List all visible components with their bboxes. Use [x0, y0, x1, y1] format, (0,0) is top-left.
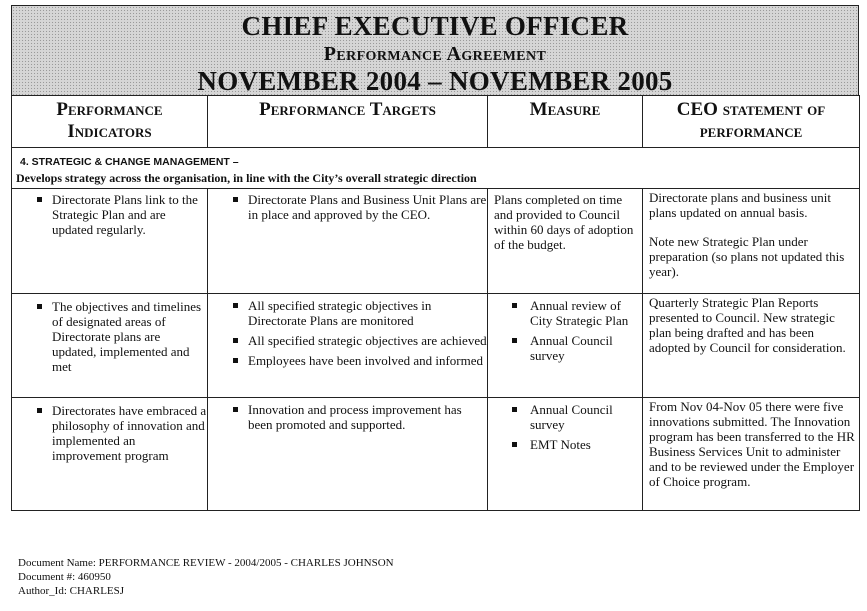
list-item — [208, 298, 487, 328]
list-item — [208, 192, 487, 222]
bullet-icon — [37, 197, 42, 202]
target-text: All specified strategic objectives in Directorate Plans are monitored — [248, 298, 432, 328]
footer-author-id: Author_Id: CHARLESJ — [18, 585, 125, 597]
column-header-indicators: Performance Indicators — [12, 96, 208, 148]
bullet-icon — [233, 303, 238, 308]
ceo-statement: From Nov 04-Nov 05 there were five innovations submitted. The Innovation program has been transferred to the HR Business Services Unit to administer and to be reviewed under the Employer of Choice program. — [649, 399, 855, 489]
document-footer — [18, 556, 394, 598]
target-text: Employees have been involved and informed — [248, 353, 484, 368]
section-title: 4. STRATEGIC & CHANGE MANAGEMENT – — [20, 156, 239, 168]
indicator-text: The objectives and timelines of designated areas of Directorate plans are updated, implemented and met — [52, 299, 202, 374]
column-header-ceo: CEO statement of performance — [643, 96, 860, 148]
header-period: NOVEMBER 2004 – NOVEMBER 2005 — [197, 66, 673, 96]
list-item — [208, 402, 487, 432]
ceo-statement: Directorate plans and business unit plans updated on annual basis. — [649, 190, 831, 220]
bullet-icon — [233, 407, 238, 412]
list-item — [488, 298, 642, 328]
bullet-icon — [233, 197, 238, 202]
list-item — [488, 333, 642, 363]
section-description: Develops strategy across the organisation, in line with the City’s overall strategic direction — [16, 171, 477, 185]
target-text: All specified strategic objectives are achieved — [248, 333, 487, 348]
header-title: CHIEF EXECUTIVE OFFICER — [241, 11, 629, 41]
footer-document-number: Document #: 460950 — [18, 571, 111, 583]
table-row — [12, 294, 860, 398]
list-item — [12, 299, 207, 374]
column-header-row — [12, 96, 860, 148]
bullet-icon — [37, 408, 42, 413]
ceo-statement: Note new Strategic Plan under preparation (so plans not updated this year). — [649, 234, 845, 279]
list-item — [12, 403, 207, 463]
bullet-icon — [512, 338, 517, 343]
list-item — [12, 192, 207, 237]
table-row — [12, 398, 860, 511]
bullet-icon — [233, 338, 238, 343]
list-item — [208, 353, 487, 368]
indicator-text: Directorates have embraced a philosophy of innovation and implemented an improvement program — [52, 403, 207, 463]
target-text: Directorate Plans and Business Unit Plans are in place and approved by the CEO. — [248, 192, 487, 222]
performance-table — [11, 95, 860, 511]
indicator-text: Directorate Plans link to the Strategic Plan and are updated regularly. — [52, 192, 198, 237]
target-text: Innovation and process improvement has been promoted and supported. — [248, 402, 462, 432]
bullet-icon — [512, 442, 517, 447]
measure-text: Annual Council survey — [530, 333, 613, 363]
bullet-icon — [512, 303, 517, 308]
ceo-statement: Quarterly Strategic Plan Reports presented to Council. New strategic plan being drafted and has been adopted by Council for consideration. — [649, 295, 846, 355]
measure-text: Annual Council survey — [530, 402, 613, 432]
measure-text: EMT Notes — [530, 437, 591, 452]
column-header-measure: Measure — [488, 96, 643, 148]
column-header-targets: Performance Targets — [208, 96, 488, 148]
bullet-icon — [512, 407, 517, 412]
list-item — [208, 333, 487, 348]
bullet-icon — [37, 304, 42, 309]
table-row — [12, 189, 860, 294]
bullet-icon — [233, 358, 238, 363]
footer-document-name: Document Name: PERFORMANCE REVIEW - 2004/2005 - CHARLES JOHNSON — [18, 557, 394, 569]
section-row — [12, 148, 860, 189]
list-item — [488, 402, 642, 432]
list-item — [488, 437, 642, 452]
measure-text: Annual review of City Strategic Plan — [530, 298, 629, 328]
measure-text: Plans completed on time and provided to Council within 60 days of adoption of the budget. — [488, 189, 643, 294]
header-subtitle: Performance Agreement — [323, 43, 547, 65]
document-header — [11, 5, 859, 95]
agreement-page — [11, 5, 859, 511]
